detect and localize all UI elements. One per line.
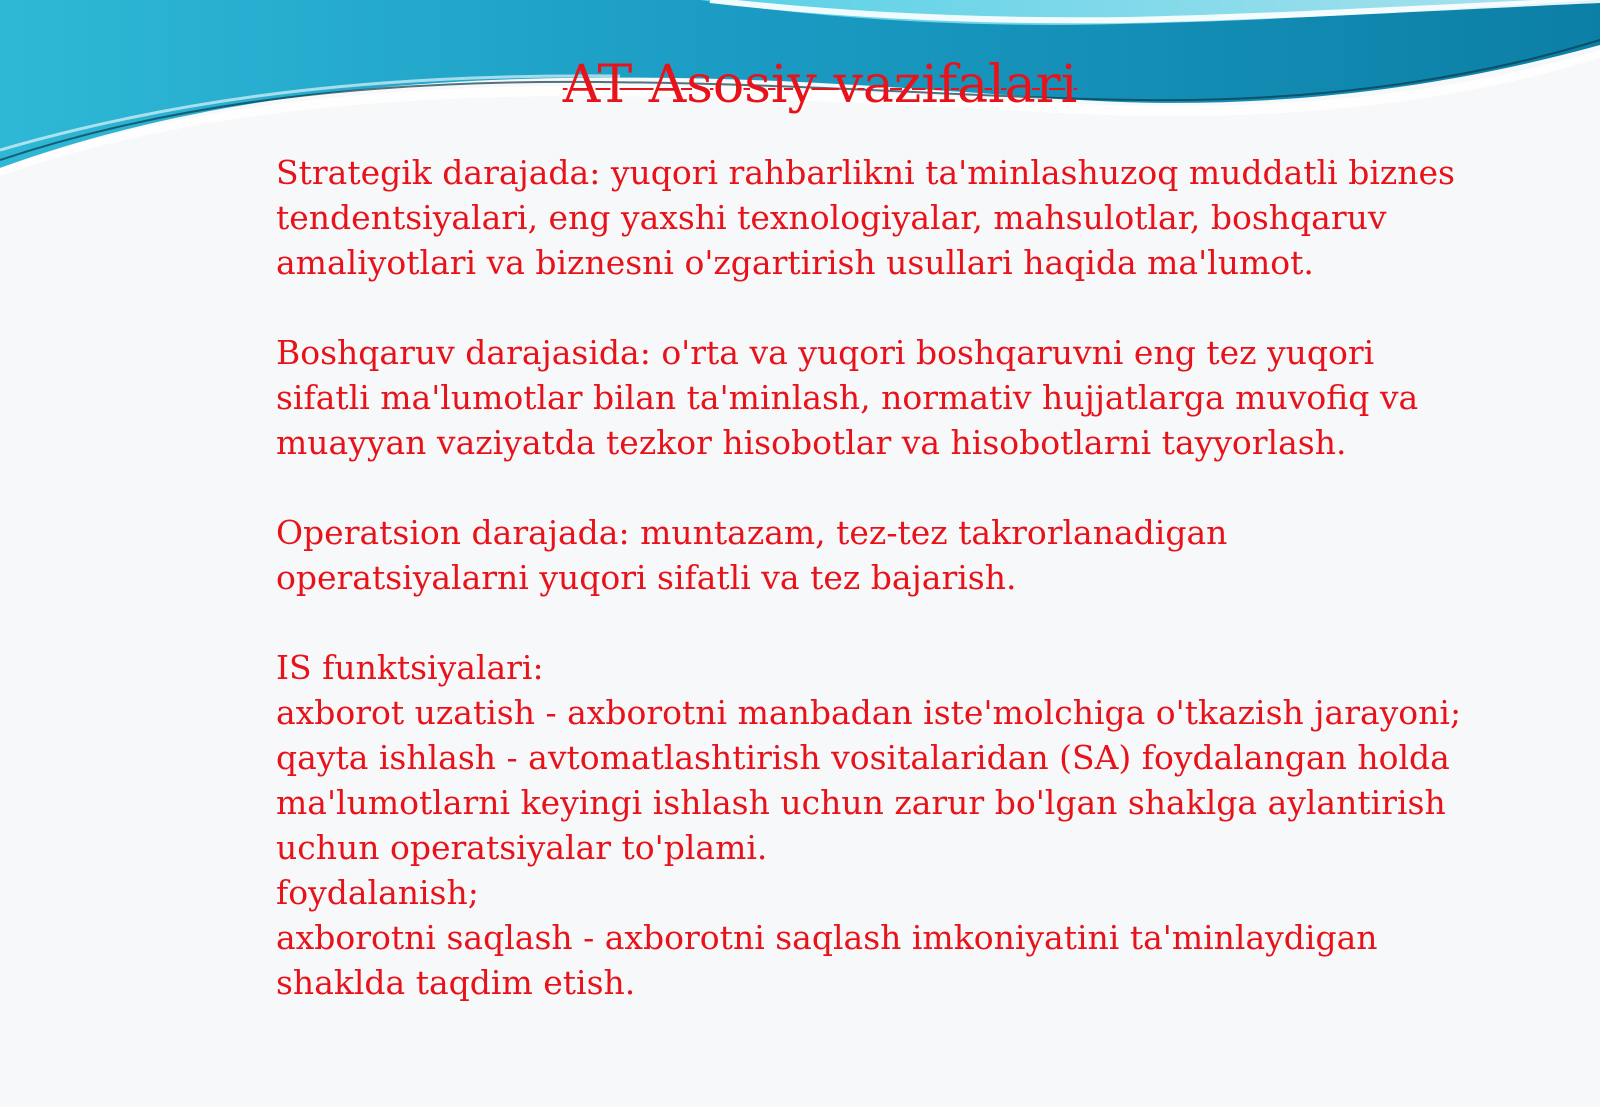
text-line: Boshqaruv darajasida: o'rta va yuqori boshqaruvni eng tez yuqori [276, 333, 1375, 372]
list-item: uchun operatsiyalar to'plami. [276, 828, 768, 867]
slide-title: AT Asosiy vazifalari [562, 55, 1078, 115]
text-line: tendentsiyalari, eng yaxshi texnologiyalar, mahsulotlar, boshqaruv [276, 198, 1387, 237]
text-line: operatsiyalarni yuqori sifatli va tez bajarish. [276, 558, 1017, 597]
list-item: foydalanish; [276, 873, 479, 912]
paragraph-management [276, 330, 1576, 465]
list-item: ma'lumotlarni keyingi ishlash uchun zarur bo'lgan shaklga aylantirish [276, 783, 1446, 822]
paragraph-operational [276, 510, 1576, 600]
text-line: sifatli ma'lumotlar bilan ta'minlash, normativ hujjatlarga muvofiq va [276, 378, 1419, 417]
text-line: muayyan vaziyatda tezkor hisobotlar va hisobotlarni tayyorlash. [276, 423, 1347, 462]
slide-body [276, 150, 1576, 1005]
list-item: axborotni saqlash - axborotni saqlash imkoniyatini ta'minlaydigan [276, 918, 1378, 957]
text-line: Strategik darajada: yuqori rahbarlikni ta'minlashuzoq muddatli biznes [276, 153, 1455, 192]
is-functions-list [276, 645, 1576, 1005]
text-line: amaliyotlari va biznesni o'zgartirish usullari haqida ma'lumot. [276, 243, 1314, 282]
list-item: axborot uzatish - axborotni manbadan iste'molchiga o'tkazish jarayoni; [276, 693, 1462, 732]
paragraph-strategic [276, 150, 1576, 285]
list-item: shaklda taqdim etish. [276, 963, 636, 1002]
text-line: Operatsion darajada: muntazam, tez-tez takrorlanadigan [276, 513, 1228, 552]
list-heading: IS funktsiyalari: [276, 648, 544, 687]
list-item: qayta ishlash - avtomatlashtirish vositalaridan (SA) foydalangan holda [276, 738, 1450, 777]
